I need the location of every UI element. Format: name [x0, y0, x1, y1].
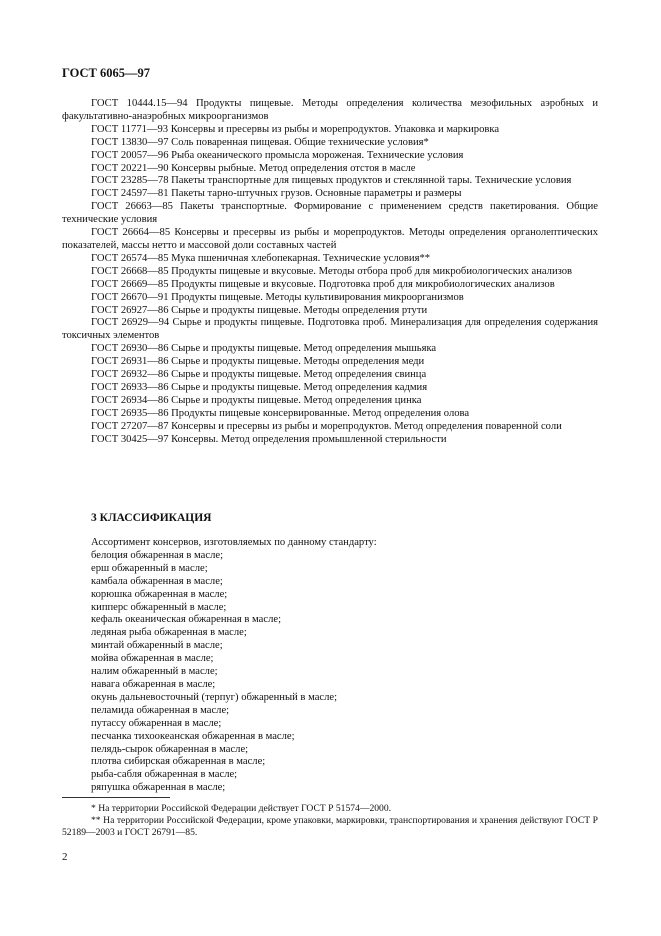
reference-item: ГОСТ 30425—97 Консервы. Метод определения промышленной стерильности — [91, 433, 447, 445]
reference-item: ГОСТ 11771—93 Консервы и пресервы из рыбы и морепродуктов. Упаковка и маркировка — [91, 123, 500, 135]
reference-item: ГОСТ 26670—91 Продукты пищевые. Методы культивирования микроорганизмов — [91, 291, 464, 303]
page-number: 2 — [62, 851, 68, 863]
reference-item: ГОСТ 26929—94 Сырье и продукты пищевые. Подготовка проб. Минерализация для определения содержания токсичных элементов — [62, 317, 598, 342]
reference-item: ГОСТ 10444.15—94 Продукты пищевые. Методы определения количества мезофильных аэробных и факультативно-анаэробных микроорганизмов — [62, 98, 598, 122]
list-item: кефаль океаническая обжаренная в масле; — [91, 614, 282, 626]
reference-item: ГОСТ 26663—85 Пакеты транспортные. Формирование с применением средств пакетирования. Общие технические условия — [62, 201, 598, 226]
reference-item: ГОСТ 26669—85 Продукты пищевые и вкусовые. Подготовка проб для микробиологических анализов — [91, 278, 555, 290]
list-item: ряпушка обжаренная в масле; — [91, 782, 226, 794]
reference-item: ГОСТ 26574—85 Мука пшеничная хлебопекарная. Технические условия** — [91, 252, 431, 264]
reference-item: ГОСТ 26932—86 Сырье и продукты пищевые. Метод определения свинца — [91, 369, 427, 381]
reference-item: ГОСТ 26935—86 Продукты пищевые консервированные. Метод определения олова — [91, 407, 470, 419]
list-item: рыба-сабля обжаренная в масле; — [91, 769, 238, 781]
reference-item: ГОСТ 26668—85 Продукты пищевые и вкусовые. Методы отбора проб для микробиологических анализов — [91, 265, 573, 277]
reference-item: ГОСТ 26664—85 Консервы и пресервы из рыбы и морепродуктов. Методы определения органолептических показателей, массы нетто и массовой доли составных частей — [62, 227, 598, 251]
list-item: навага обжаренная в масле; — [91, 678, 216, 690]
reference-item: ГОСТ 26927—86 Сырье и продукты пищевые. Методы определения ртути — [91, 304, 428, 316]
list-item: белоция обжаренная в масле; — [91, 549, 224, 561]
list-item: камбала обжаренная в масле; — [91, 575, 223, 587]
list-item: кипперс обжаренный в масле; — [91, 601, 227, 613]
list-item: ерш обжаренный в масле; — [91, 562, 208, 574]
list-item: корюшка обжаренная в масле; — [91, 588, 228, 600]
list-item: мойва обжаренная в масле; — [91, 653, 214, 665]
reference-item: ГОСТ 13830—97 Соль поваренная пищевая. Общие технические условия* — [91, 136, 429, 148]
normative-references — [62, 98, 598, 446]
footnote-divider — [62, 797, 170, 798]
list-item: путассу обжаренная в масле; — [91, 717, 222, 729]
reference-item: ГОСТ 26933—86 Сырье и продукты пищевые. Метод определения кадмия — [91, 381, 428, 393]
reference-item: ГОСТ 26931—86 Сырье и продукты пищевые. Методы определения меди — [91, 356, 425, 368]
list-item: песчанка тихоокеанская обжаренная в масле; — [91, 730, 295, 742]
list-item: пелядь-сырок обжаренная в масле; — [91, 743, 249, 755]
classification-list — [62, 537, 598, 795]
footnote: * На территории Российской Федерации действует ГОСТ Р 51574—2000. — [91, 803, 392, 814]
list-item: ледяная рыба обжаренная в масле; — [91, 627, 247, 639]
classification-intro: Ассортимент консервов, изготовляемых по данному стандарту: — [91, 537, 377, 548]
list-item: плотва сибирская обжаренная в масле; — [91, 756, 266, 768]
reference-item: ГОСТ 26930—86 Сырье и продукты пищевые. Метод определения мышьяка — [91, 343, 437, 355]
reference-item: ГОСТ 23285—78 Пакеты транспортные для пищевых продуктов и стеклянной тары. Технические условия — [91, 175, 572, 187]
list-item: пеламида обжаренная в масле; — [91, 704, 230, 716]
reference-item: ГОСТ 20057—96 Рыба океанического промысла мороженая. Технические условия — [91, 149, 464, 161]
reference-item: ГОСТ 24597—81 Пакеты тарно-штучных грузов. Основные параметры и размеры — [91, 188, 462, 200]
footnotes — [62, 803, 598, 838]
reference-item: ГОСТ 26934—86 Сырье и продукты пищевые. Метод определения цинка — [91, 394, 422, 406]
reference-item: ГОСТ 27207—87 Консервы и пресервы из рыбы и морепродуктов. Метод определения поваренной соли — [91, 420, 562, 432]
list-item: налим обжаренный в масле; — [91, 666, 218, 678]
list-item: окунь дальневосточный (терпуг) обжаренный в масле; — [91, 691, 338, 703]
list-item: минтай обжаренный в масле; — [91, 640, 223, 652]
section-title: 3 КЛАССИФИКАЦИЯ — [91, 512, 212, 524]
footnote: ** На территории Российской Федерации, кроме упаковки, маркировки, транспортирования и хранения действуют ГОСТ Р 52189—2003 и ГОСТ 26791—85. — [62, 814, 598, 838]
document-header: ГОСТ 6065—97 — [62, 66, 151, 80]
reference-item: ГОСТ 20221—90 Консервы рыбные. Метод определения отстоя в масле — [91, 162, 416, 174]
